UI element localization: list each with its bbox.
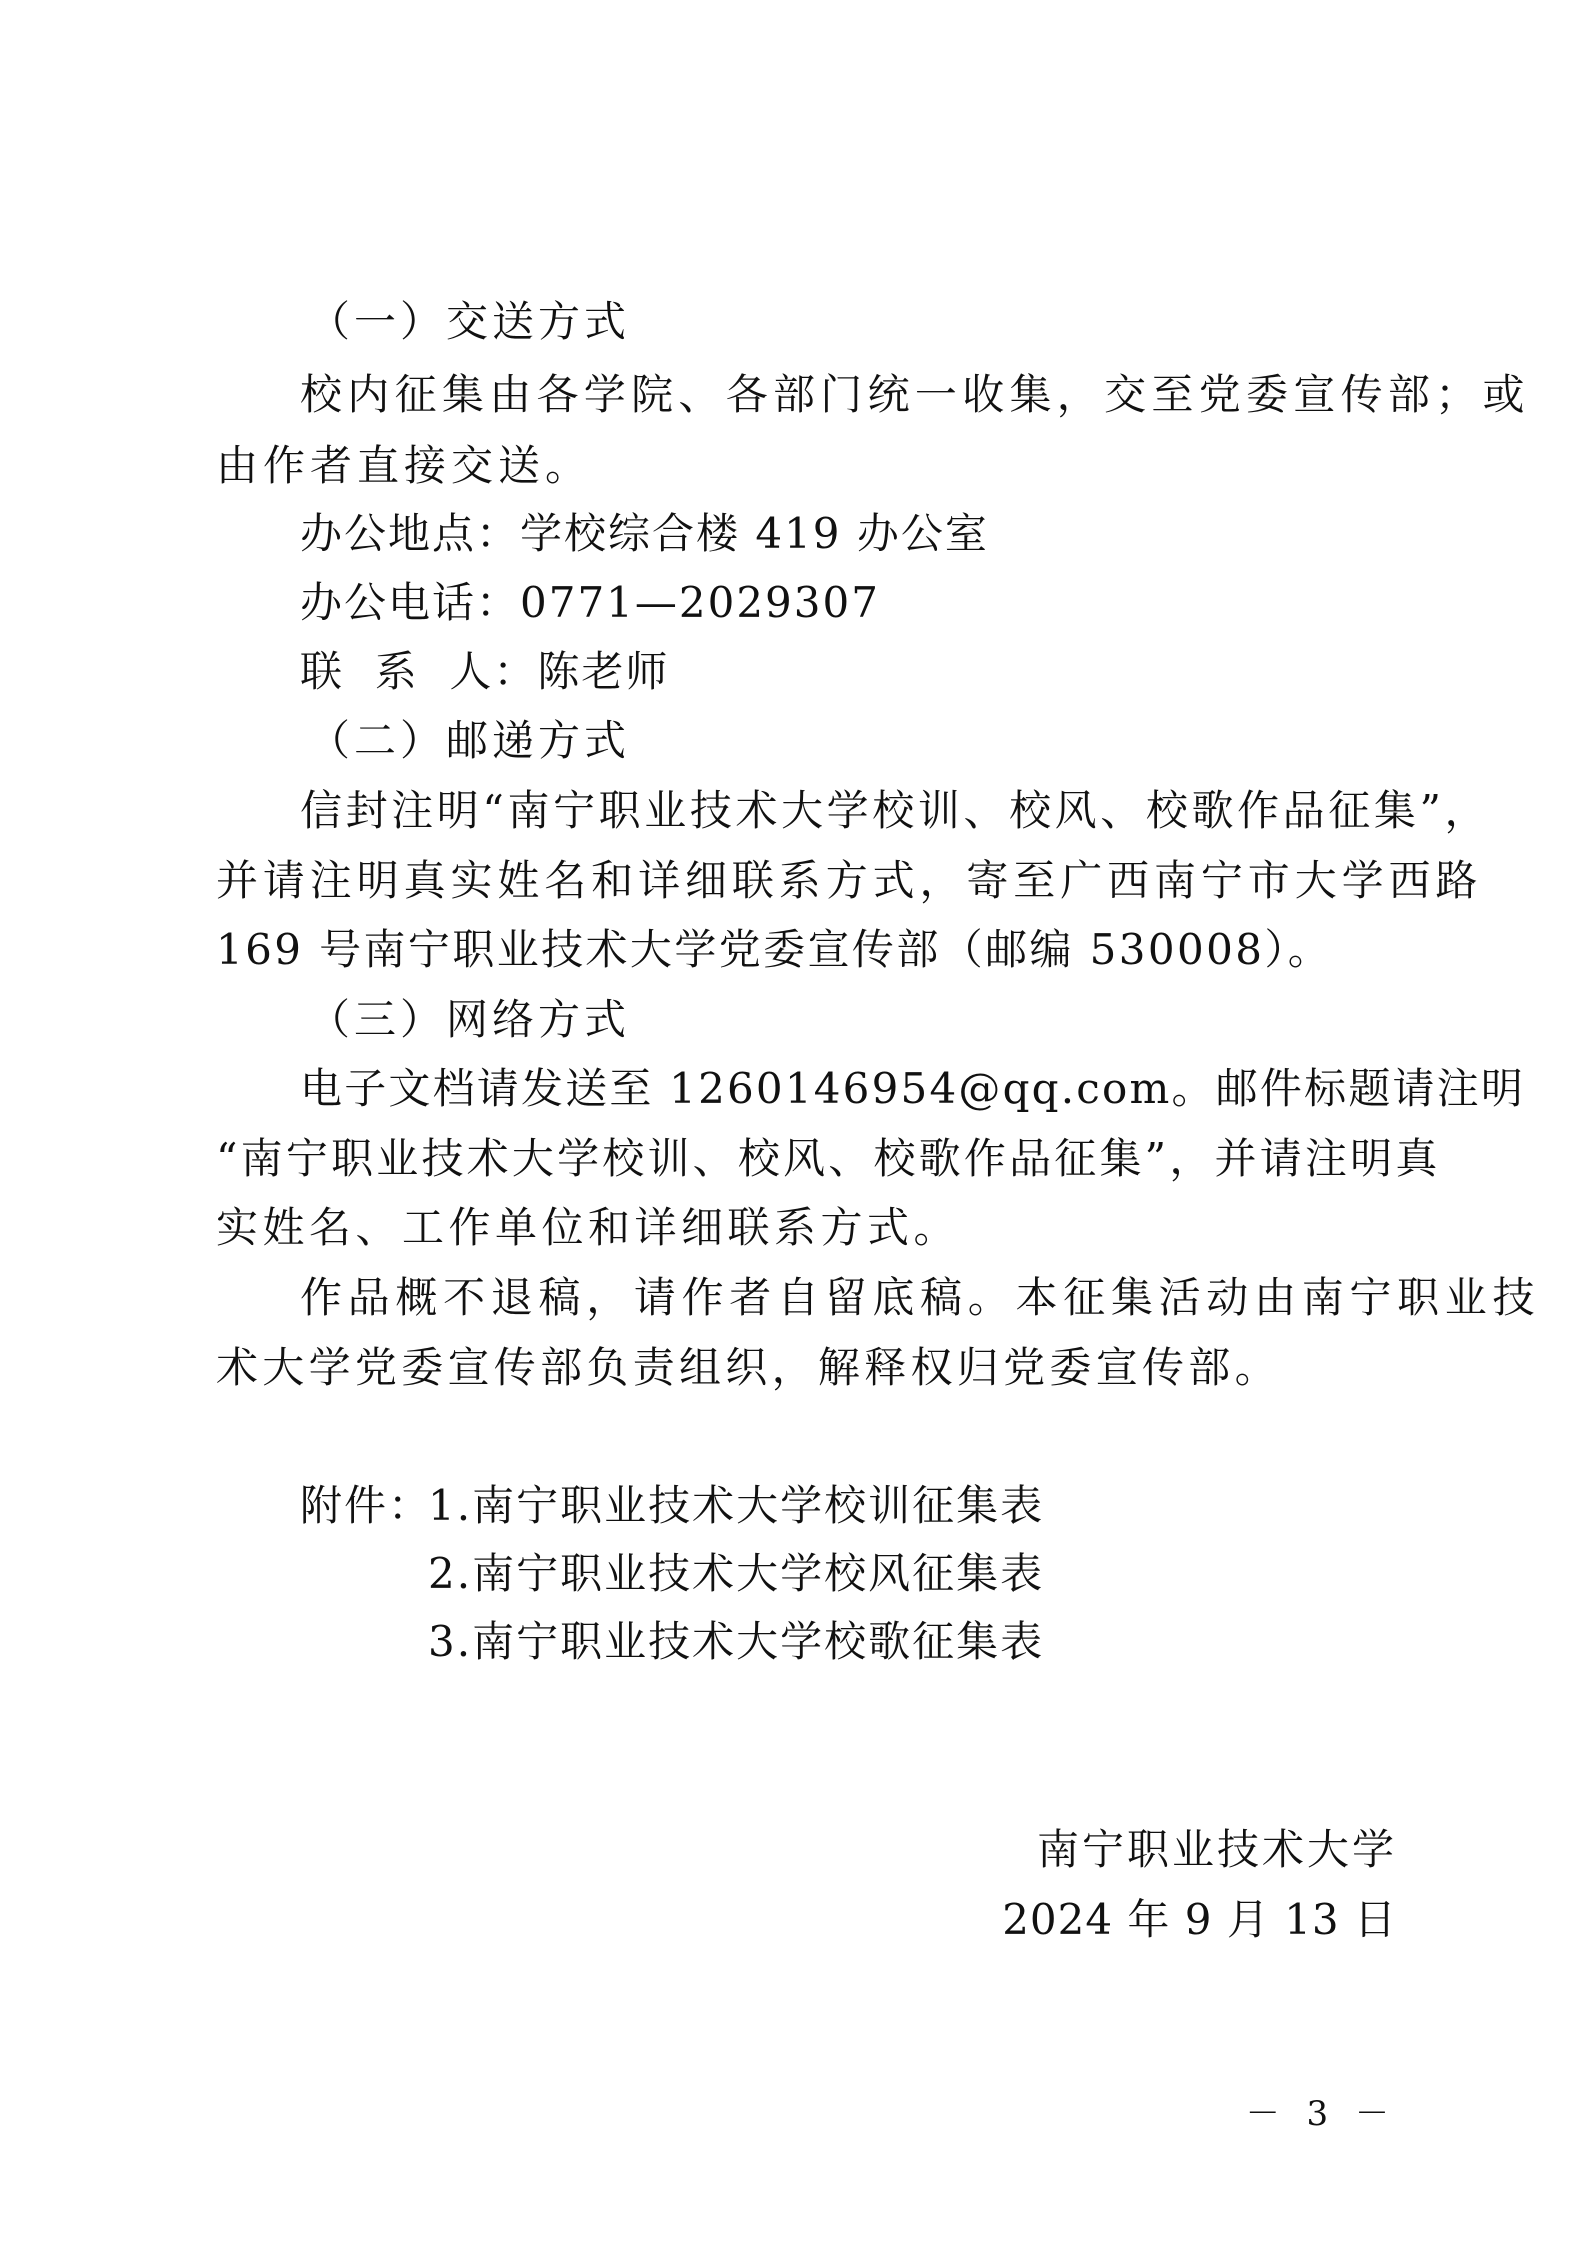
signature-organization: 南宁职业技术大学 <box>1036 1825 1397 1874</box>
section-1-heading: （一）交送方式 <box>308 297 631 346</box>
section-3-line-2: “南宁职业技术大学校训、校风、校歌作品征集”，并请注明真 <box>216 1134 1441 1183</box>
section-3-heading: （三）网络方式 <box>308 995 631 1044</box>
attachment-item-1: 1.南宁职业技术大学校训征集表 <box>428 1481 1045 1530</box>
section-1-paragraph-line-1: 校内征集由各学院、各部门统一收集，交至党委宣传部；或 <box>300 370 1530 419</box>
section-3-line-1: 电子文档请发送至 1260146954@qq.com。邮件标题请注明 <box>300 1064 1526 1113</box>
note-line-1: 作品概不退稿，请作者自留底稿。本征集活动由南宁职业技 <box>300 1273 1541 1322</box>
office-phone: 办公电话：0771—2029307 <box>300 578 880 627</box>
attachment-item-2: 2.南宁职业技术大学校风征集表 <box>428 1549 1045 1598</box>
section-2-line-1: 信封注明“南宁职业技术大学校训、校风、校歌作品征集”， <box>300 786 1491 835</box>
signature-date: 2024 年 9 月 13 日 <box>1002 1895 1397 1944</box>
contact-person: 联 系 人：陈老师 <box>300 647 670 696</box>
page-number: － 3 － <box>1245 2094 1397 2134</box>
section-3-line-3: 实姓名、工作单位和详细联系方式。 <box>216 1203 961 1252</box>
note-line-2: 术大学党委宣传部负责组织，解释权归党委宣传部。 <box>216 1343 1281 1392</box>
office-address: 办公地点：学校综合楼 419 办公室 <box>300 509 989 558</box>
section-1-paragraph-line-2: 由作者直接交送。 <box>216 441 593 490</box>
section-2-line-3: 169 号南宁职业技术大学党委宣传部（邮编 530008）。 <box>216 925 1333 974</box>
section-2-line-2: 并请注明真实姓名和详细联系方式，寄至广西南宁市大学西路 <box>216 856 1483 905</box>
attachment-item-3: 3.南宁职业技术大学校歌征集表 <box>428 1617 1045 1666</box>
attachments-label: 附件： <box>300 1481 433 1530</box>
section-2-heading: （二）邮递方式 <box>308 716 631 765</box>
